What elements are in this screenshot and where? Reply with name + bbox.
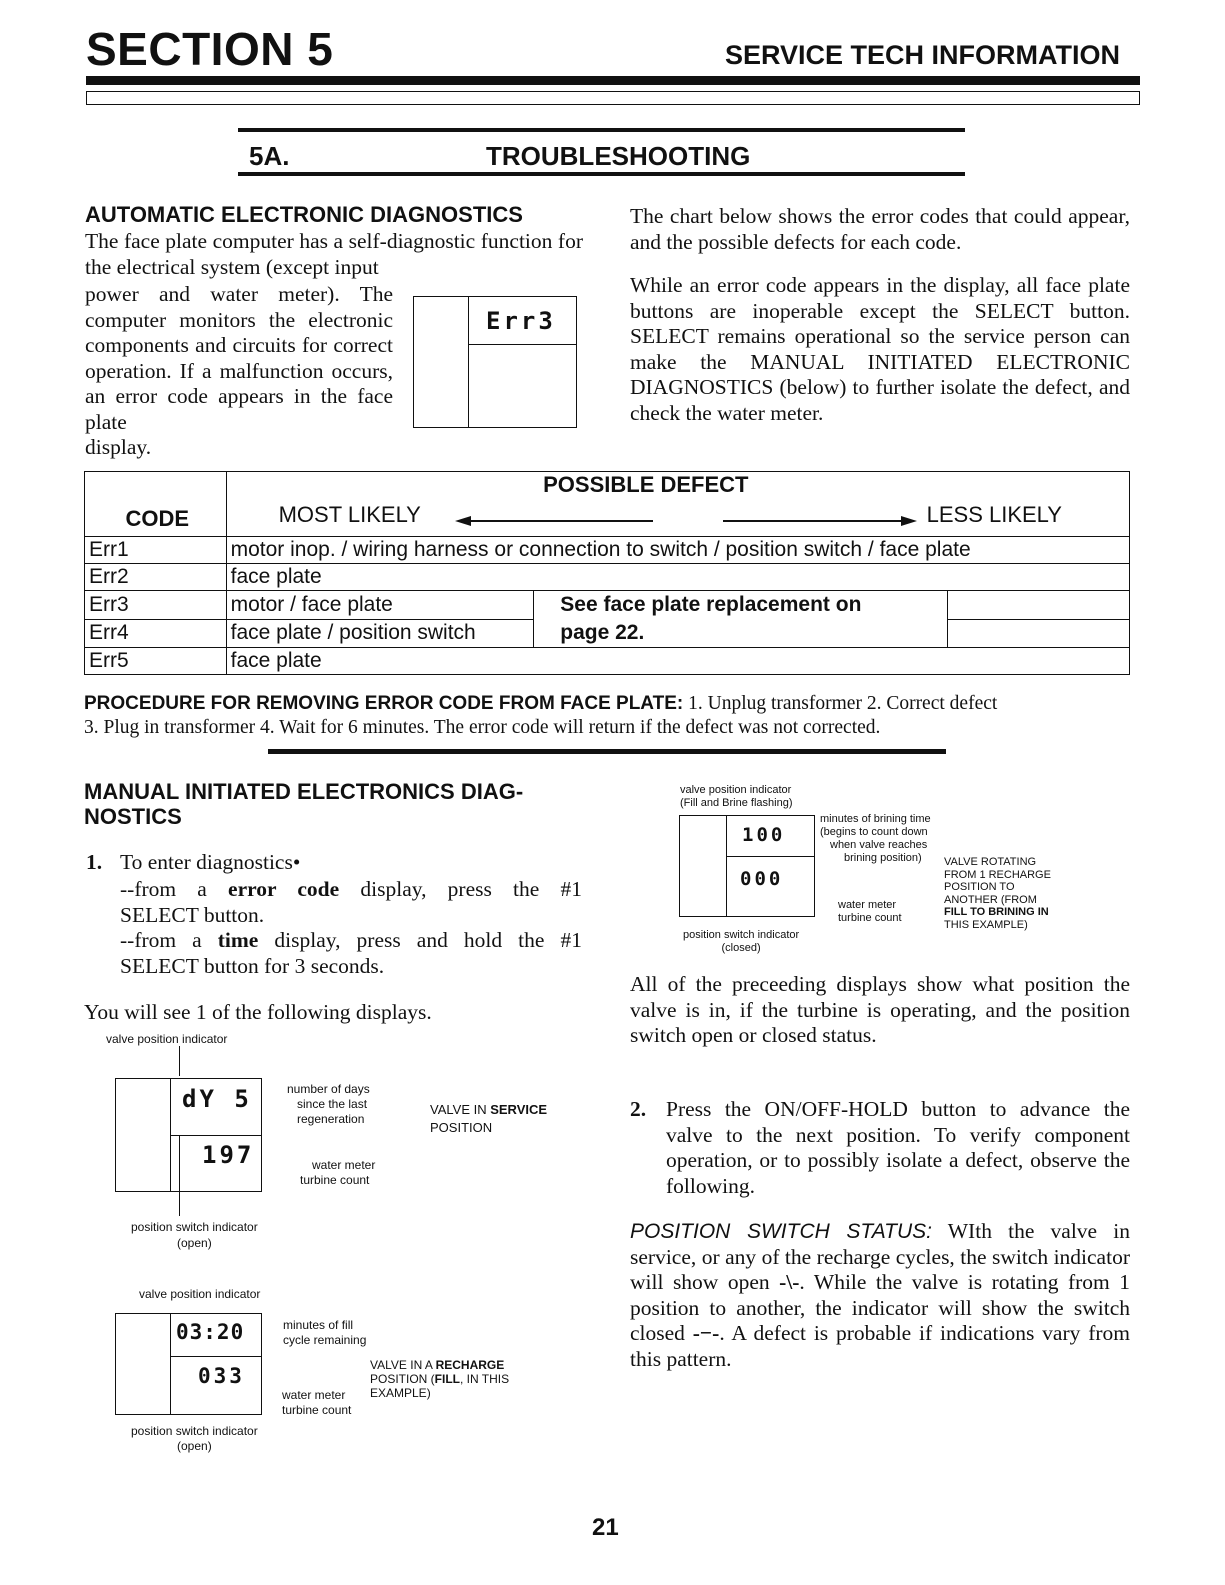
rotating-status-label: VALVE ROTATING FROM 1 RECHARGE POSITION TO ANOTHER (FROM FILL TO BRINING IN THIS EXAMPLE)	[944, 856, 1051, 931]
displays-intro: You will see 1 of the following displays.	[84, 1000, 432, 1024]
section-title: SECTION 5	[86, 23, 334, 75]
less-likely-label: LESS LIKELY	[926, 502, 1062, 527]
manual-diagnostics-heading: MANUAL INITIATED ELECTRONICS DIAG- NOSTICS	[84, 779, 524, 829]
recharge-status-label: VALVE IN A RECHARGE POSITION (FILL, IN THIS EXAMPLE)	[370, 1358, 510, 1400]
likelihood-scale	[226, 498, 1129, 537]
rotating-display-illustration	[679, 815, 815, 917]
select-button-note: While an error code appears in the display, all face plate buttons are inoperable except the SELECT button. SELECT remains operational so the service person can make the MANUAL INITIATED ELECTRONIC DIAGNOSTICS (below) to further isolate the defect, and check the water meter.	[630, 273, 1130, 425]
fill-minutes-label: minutes of fill cycle remaining	[283, 1318, 367, 1347]
valve-position-label: valve position indicator (Fill and Brine flashing)	[680, 784, 793, 809]
auto-diagnostics-heading: AUTOMATIC ELECTRONIC DIAGNOSTICS	[85, 202, 523, 227]
position-switch-status: POSITION SWITCH STATUS: WIth the valve in service, or any of the recharge cycles, the switch indicator will show open -\-. While the valve is rotating from 1 position to another, the indicator will show the switch closed -−-. A defect is probable if indications vary from this pattern.	[630, 1219, 1130, 1371]
auto-diagnostics-end: display.	[85, 435, 152, 459]
auto-diagnostics-body: power and water meter). The computer monitors the electronic components and circuits for correct operation. If a malfunction occurs, an error code appears in the face plate	[85, 282, 393, 434]
meter-label: water meter turbine count	[300, 1158, 376, 1187]
leader-line	[179, 1046, 180, 1076]
meter-label: water meter turbine count	[838, 899, 902, 924]
subsection-title: TROUBLESHOOTING	[486, 141, 751, 171]
empty-cell	[948, 591, 1130, 620]
defect-cell: face plate / position switch	[226, 619, 534, 648]
brining-time-label: minutes of brining time (begins to count down when valve reaches brining position)	[820, 813, 931, 864]
auto-diagnostics-intro: The face plate computer has a self-diagnostic function for the electrical system (except input	[85, 229, 583, 279]
header-rule	[86, 76, 1140, 85]
subsection-rule-bottom	[238, 172, 965, 176]
step1-error-instruction: --from a error code display, press the #1 SELECT button.	[120, 877, 583, 927]
switch-closed-symbol: -−-	[692, 1321, 720, 1345]
valve-position-label: valve position indicator	[139, 1287, 261, 1301]
defect-cell: face plate	[226, 564, 1129, 591]
code-cell: Err4	[85, 619, 227, 648]
chart-intro: The chart below shows the error codes that could appear, and the possible defects for each code.	[630, 204, 1130, 254]
switch-label: position switch indicator (open)	[131, 1220, 258, 1250]
switch-label: position switch indicator (open)	[131, 1424, 258, 1453]
step1-time-instruction: --from a time display, press and hold the #1 SELECT button for 3 seconds.	[120, 928, 582, 978]
defect-cell: face plate	[226, 648, 1129, 675]
leader-line	[179, 1136, 180, 1216]
fill-minutes-readout: 03:20	[176, 1320, 245, 1344]
code-cell: Err5	[85, 648, 227, 675]
displays-summary: All of the preceeding displays show what position the valve is in, if the turbine is operating, and the position switch open or closed status.	[630, 972, 1130, 1047]
section-subtitle: SERVICE TECH INFORMATION	[724, 40, 1120, 70]
step1-intro: 1. To enter diagnostics•	[86, 850, 301, 874]
days-readout: dY 5	[182, 1085, 252, 1113]
error-code-readout: Err3	[486, 307, 556, 335]
possible-defect-header: POSSIBLE DEFECT	[226, 472, 1129, 499]
step2: 2. Press the ON/OFF-HOLD button to advance the valve to the next position. To verify component operation, or to possibly isolate a defect, observe the following.	[630, 1097, 1130, 1198]
meter-label: water meter turbine count	[282, 1388, 352, 1417]
meter-readout: 000	[740, 868, 784, 890]
meter-readout: 033	[198, 1364, 245, 1388]
code-column-header: CODE	[85, 472, 227, 537]
subsection-rule-top	[238, 128, 965, 132]
days-label: number of days since the last regeneration	[287, 1082, 370, 1126]
procedure-rule	[268, 749, 946, 754]
brine-minutes-readout: 100	[742, 824, 786, 846]
empty-cell	[948, 619, 1130, 648]
page-number: 21	[592, 1514, 619, 1541]
face-plate-replacement-note: See face plate replacement on page 22.	[534, 591, 948, 648]
subsection-number: 5A.	[249, 141, 290, 171]
code-cell: Err1	[85, 537, 227, 564]
error-display-illustration	[413, 296, 577, 428]
valve-position-label: valve position indicator	[106, 1032, 228, 1046]
header-rule-box	[86, 91, 1140, 105]
code-cell: Err2	[85, 564, 227, 591]
meter-readout: 197	[202, 1141, 255, 1169]
service-status-label: VALVE IN SERVICE POSITION	[430, 1102, 548, 1135]
code-cell: Err3	[85, 591, 227, 620]
switch-label: position switch indicator (closed)	[683, 929, 800, 954]
most-likely-label: MOST LIKELY	[278, 502, 421, 527]
procedure-text: PROCEDURE FOR REMOVING ERROR CODE FROM FACE PLATE: 1. Unplug transformer 2. Correct defect 3. Plug in transformer 4. Wait for 6 minutes. The error code will return if the defect was not corrected.	[84, 693, 998, 738]
service-display-illustration	[115, 1078, 262, 1192]
error-code-table	[84, 471, 1130, 675]
defect-cell: motor inop. / wiring harness or connection to switch / position switch / face plate	[226, 537, 1129, 564]
defect-cell: motor / face plate	[226, 591, 534, 620]
switch-open-symbol: -\-	[779, 1270, 800, 1294]
recharge-display-illustration	[115, 1313, 262, 1415]
